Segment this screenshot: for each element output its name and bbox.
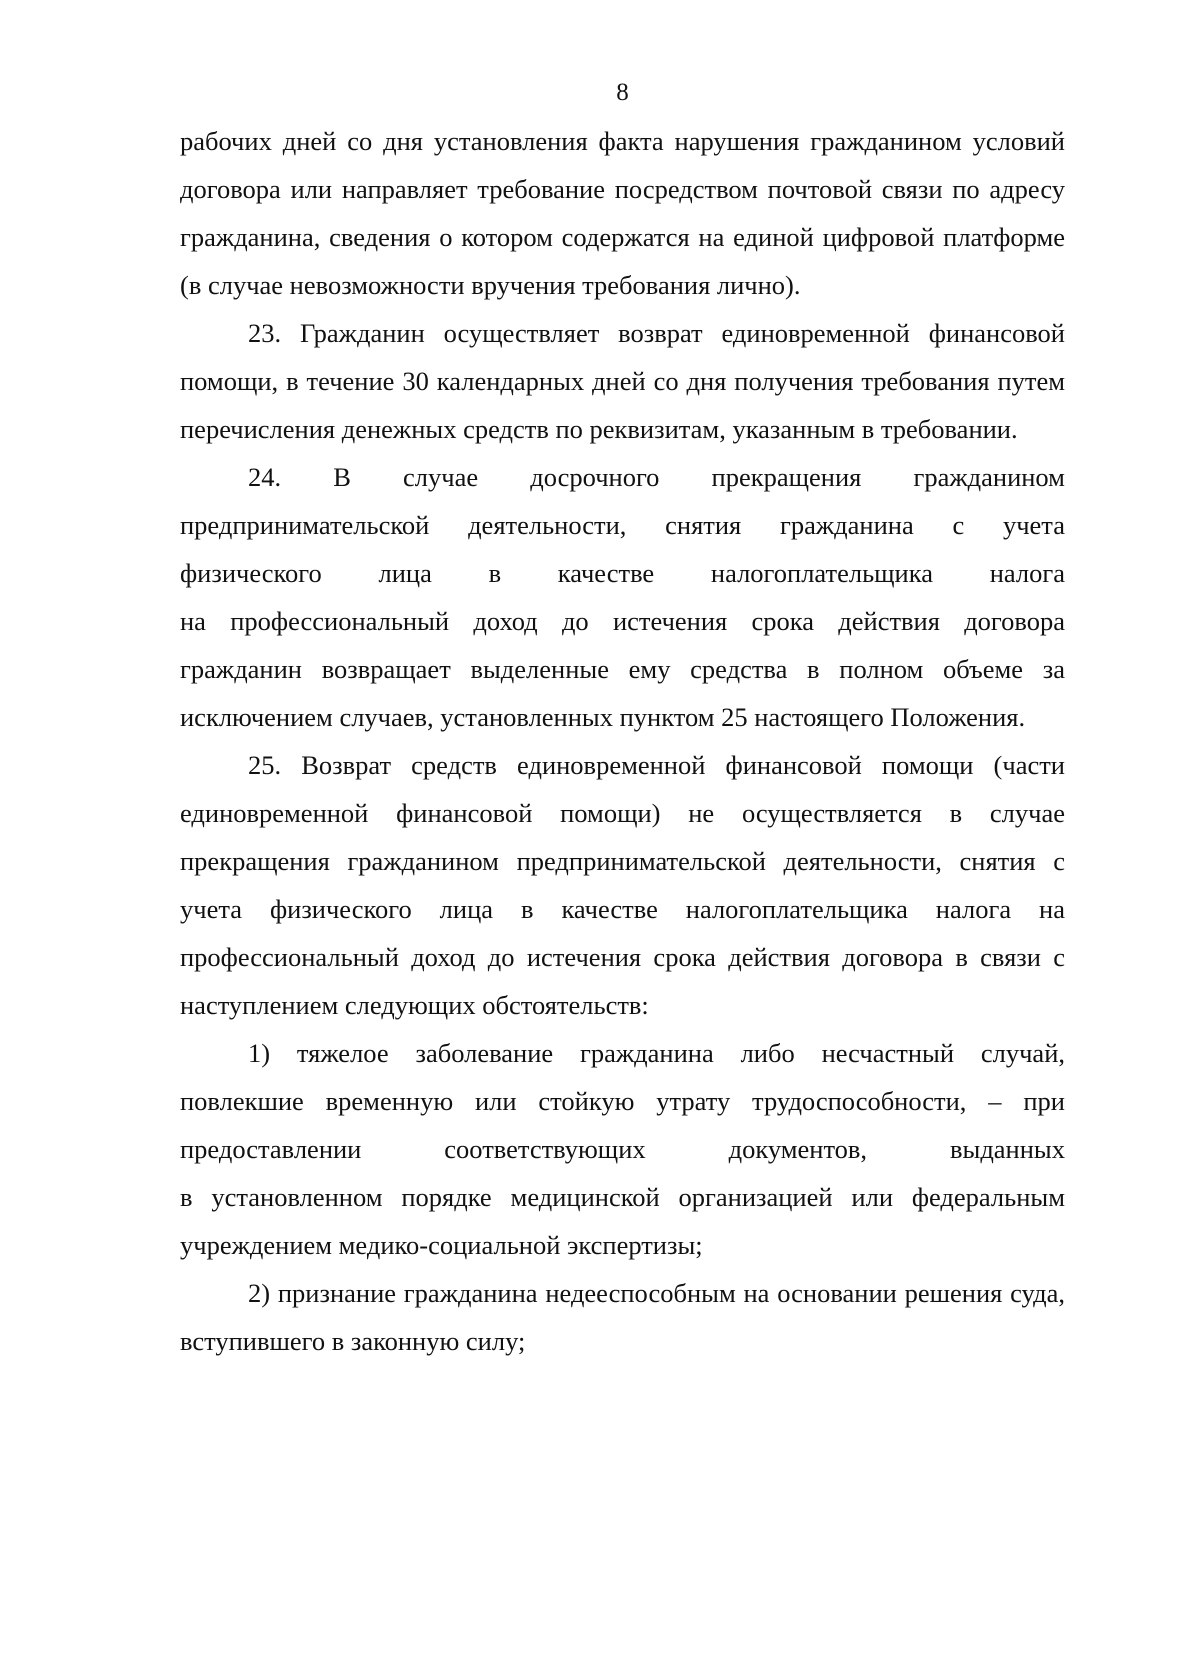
paragraph-24-line-1 <box>180 453 1065 501</box>
document-body <box>180 117 1065 1365</box>
word: прекращения <box>711 462 862 492</box>
list-item-1-line-1 <box>180 1029 1065 1077</box>
page-number: 8 <box>616 79 629 106</box>
line-text: 1) тяжелое заболевание гражданина либо несчастный случай, <box>248 1038 1065 1068</box>
word: с <box>952 510 965 540</box>
word: снятия <box>665 510 742 540</box>
paragraph-24-rest: на профессиональный доход до истечения срока действия договора гражданин возвращает выделенные ему средства в полном объеме за исключением случаев, установленных пунктом 25 настоящего Положения. <box>180 606 1065 732</box>
word: в <box>488 558 502 588</box>
list-item-1-rest: в установленном порядке медицинской организацией или федеральным учреждением медико-социальной экспертизы; <box>180 1182 1065 1260</box>
word: гражданина <box>779 510 914 540</box>
word: учета <box>1002 510 1065 540</box>
list-item-2: 2) признание гражданина недееспособным на основании решения суда, вступившего в законную силу; <box>180 1278 1065 1356</box>
word: документов, <box>728 1134 868 1164</box>
line-text: повлекшие временную или стойкую утрату трудоспособности, – при <box>180 1086 1065 1116</box>
paragraph-24-line-2 <box>180 501 1065 549</box>
word: качестве <box>557 558 655 588</box>
word: 24. <box>248 462 282 492</box>
word: предпринимательской <box>180 510 430 540</box>
list-item-1-line-2 <box>180 1077 1065 1125</box>
paragraph-23: 23. Гражданин осуществляет возврат единовременной финансовой помощи, в течение 30 календарных дней со дня получения требования путем перечисления денежных средств по реквизитам, указанным в требовании. <box>180 318 1065 444</box>
word: налога <box>989 558 1065 588</box>
word: налогоплательщика <box>710 558 933 588</box>
list-item-1-line-3 <box>180 1125 1065 1173</box>
word: деятельности, <box>468 510 627 540</box>
list-item-1 <box>180 1029 1065 1269</box>
word: физического <box>180 558 322 588</box>
word: случае <box>403 462 479 492</box>
word: выданных <box>950 1134 1065 1164</box>
word: соответствующих <box>444 1134 646 1164</box>
paragraph-25: 25. Возврат средств единовременной финансовой помощи (части единовременной финансовой помощи) не осуществляется в случае прекращения гражданином предпринимательской деятельности, снятия с учета физического лица в качестве налогоплательщика налога на профессиональный доход до истечения срока действия договора в связи с наступлением следующих обстоятельств: <box>180 750 1065 1020</box>
word: В <box>333 462 351 492</box>
paragraph-24-line-3 <box>180 549 1065 597</box>
word: лица <box>378 558 432 588</box>
paragraph-continuation: рабочих дней со дня установления факта нарушения гражданином условий договора или направляет требование посредством почтовой связи по адресу гражданина, сведения о котором содержатся на единой цифровой платформе (в случае невозможности вручения требования лично). <box>180 126 1065 300</box>
paragraph-24 <box>180 453 1065 741</box>
word: гражданином <box>913 462 1065 492</box>
word: досрочного <box>530 462 660 492</box>
word: предоставлении <box>180 1134 362 1164</box>
